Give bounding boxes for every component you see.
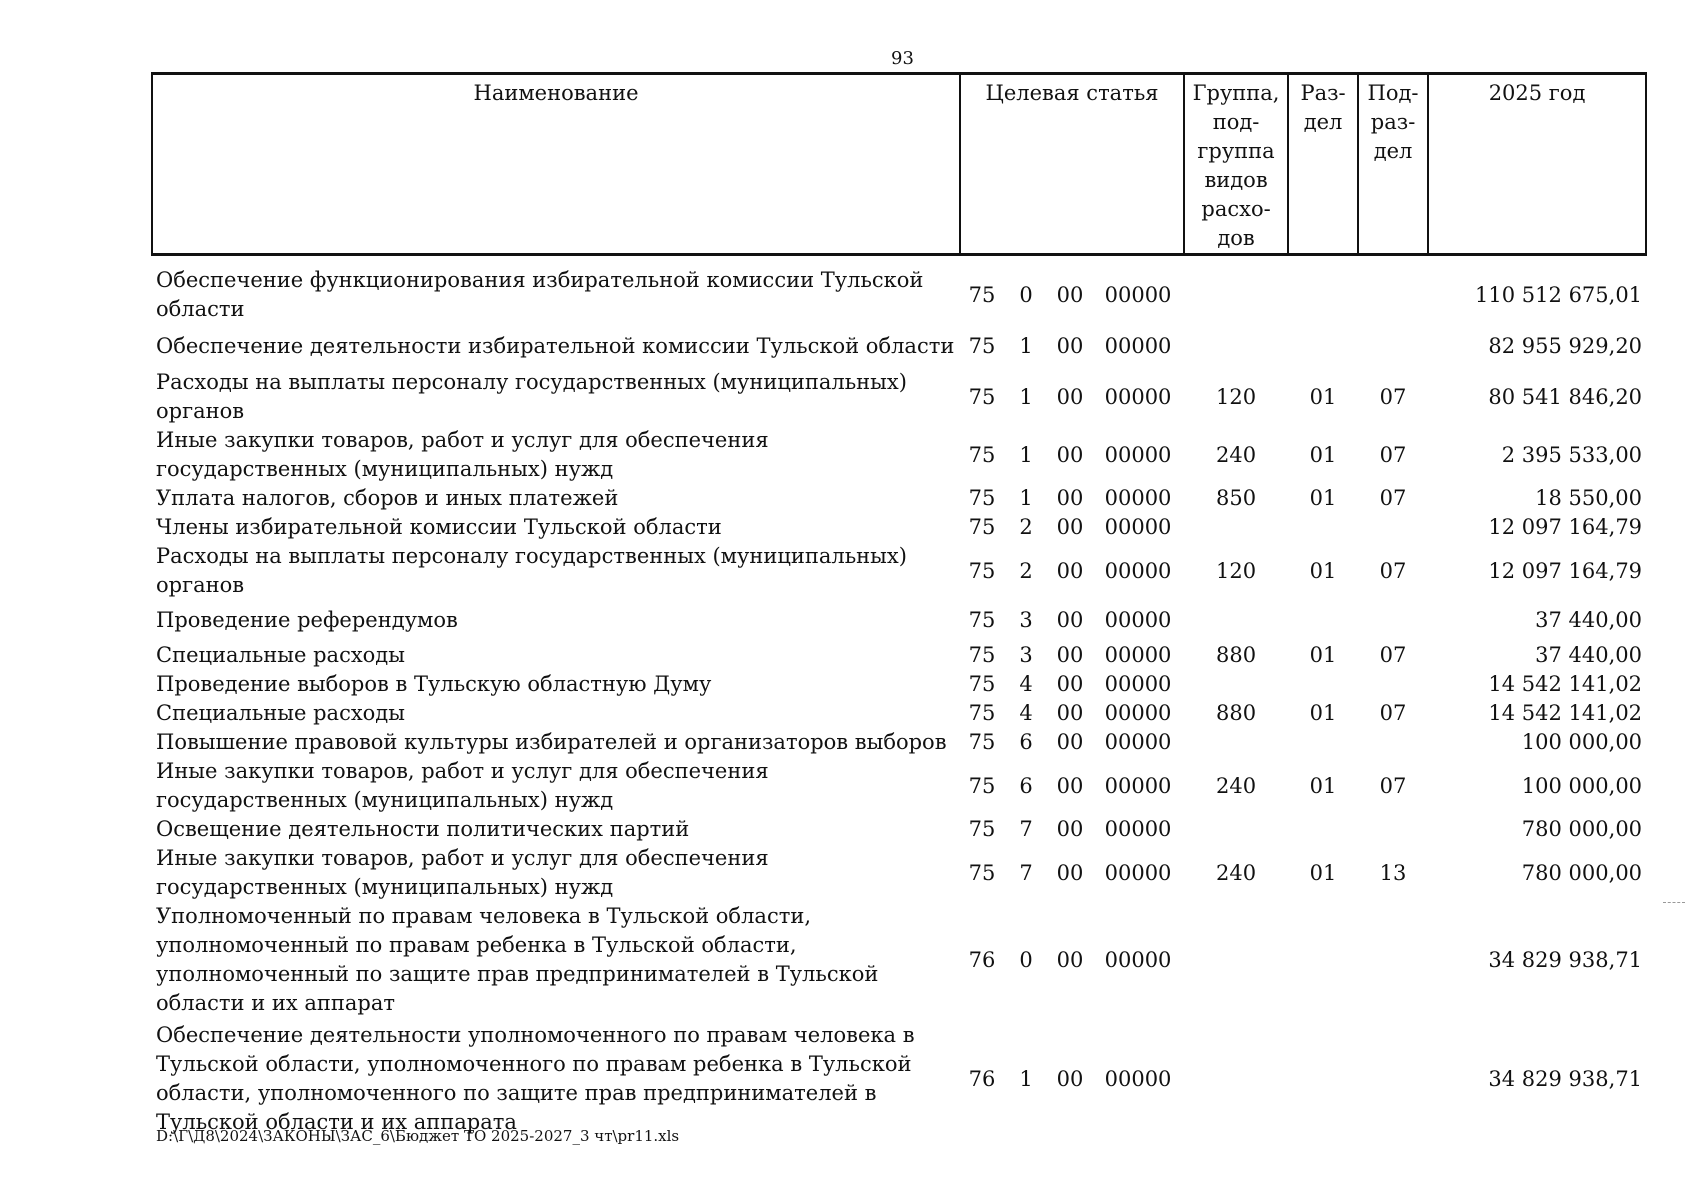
code-direction: 00 bbox=[1056, 515, 1084, 539]
code-direction: 00 bbox=[1056, 384, 1084, 409]
code-program: 75 bbox=[968, 701, 996, 725]
code-number: 00000 bbox=[1104, 947, 1172, 972]
code-group bbox=[1184, 815, 1288, 844]
row-name: Иные закупки товаров, работ и услуг для обеспечения государственных (муниципальных) нужд bbox=[156, 759, 769, 812]
code-number: 00000 bbox=[1104, 1066, 1172, 1091]
row-name: Освещение деятельности политических партий bbox=[156, 817, 690, 841]
header-target-article: Целевая статья bbox=[960, 74, 1184, 255]
code-subprogram: 1 bbox=[1019, 442, 1033, 467]
row-name: Проведение выборов в Тульскую областную Думу bbox=[156, 672, 712, 696]
code-direction: 00 bbox=[1056, 558, 1084, 583]
row-name: Уполномоченный по правам человека в Тульской области, уполномоченный по правам ребенка в Тульской области, уполномоченный по защите прав предпринимателей в Тульской области и их аппарат bbox=[156, 904, 879, 1015]
code-section bbox=[1288, 513, 1358, 542]
code-direction: 00 bbox=[1056, 442, 1084, 467]
code-group bbox=[1184, 670, 1288, 699]
code-subsection: 07 bbox=[1379, 773, 1407, 798]
row-amount: 12 097 164,79 bbox=[1488, 515, 1643, 539]
row-name: Расходы на выплаты персоналу государственных (муниципальных) органов bbox=[156, 370, 907, 423]
code-subsection bbox=[1358, 815, 1428, 844]
code-subsection bbox=[1358, 600, 1428, 641]
code-group: 850 bbox=[1216, 486, 1257, 510]
code-subprogram: 3 bbox=[1019, 608, 1033, 632]
code-subprogram: 6 bbox=[1019, 730, 1033, 754]
table-row bbox=[152, 426, 1646, 484]
row-amount: 34 829 938,71 bbox=[1488, 947, 1643, 972]
code-subsection bbox=[1358, 670, 1428, 699]
row-name: Специальные расходы bbox=[156, 643, 405, 667]
code-section bbox=[1288, 728, 1358, 757]
code-direction: 00 bbox=[1056, 608, 1084, 632]
file-path-footer: D:\Г\Д8\2024\ЗАКОНЫ\ЗАС_6\Бюджет ТО 2025-2027_3 чт\pr11.xls bbox=[156, 1127, 680, 1145]
code-subprogram: 0 bbox=[1019, 947, 1033, 972]
code-subprogram: 7 bbox=[1019, 817, 1033, 841]
row-name: Иные закупки товаров, работ и услуг для обеспечения государственных (муниципальных) нужд bbox=[156, 428, 769, 481]
code-program: 75 bbox=[968, 643, 996, 667]
code-section bbox=[1288, 324, 1358, 368]
code-subprogram: 3 bbox=[1019, 643, 1033, 667]
table-row bbox=[152, 728, 1646, 757]
table-row bbox=[152, 513, 1646, 542]
code-group: 240 bbox=[1216, 860, 1257, 885]
table-row bbox=[152, 266, 1646, 324]
code-subsection: 07 bbox=[1379, 701, 1407, 725]
code-subsection bbox=[1358, 513, 1428, 542]
code-section: 01 bbox=[1309, 860, 1337, 885]
code-group bbox=[1184, 266, 1288, 324]
code-section: 01 bbox=[1309, 701, 1337, 725]
row-amount: 34 829 938,71 bbox=[1488, 1066, 1643, 1091]
header-group: Группа, под- группа видов расхо- дов bbox=[1184, 74, 1288, 255]
page-number: 93 bbox=[891, 48, 914, 69]
row-name: Обеспечение деятельности уполномоченного по правам человека в Тульской области, уполномоченного по правам ребенка в Тульской области, уполномоченного по защите прав предпринимателей в Тульской области и их аппарата bbox=[156, 1023, 915, 1134]
code-number: 00000 bbox=[1104, 442, 1172, 467]
code-direction: 00 bbox=[1056, 817, 1084, 841]
code-program: 75 bbox=[968, 558, 996, 583]
row-amount: 780 000,00 bbox=[1521, 817, 1643, 841]
header-section: Раз- дел bbox=[1288, 74, 1358, 255]
code-number: 00000 bbox=[1104, 486, 1172, 510]
code-section: 01 bbox=[1309, 558, 1337, 583]
code-program: 75 bbox=[968, 860, 996, 885]
code-program: 75 bbox=[968, 672, 996, 696]
code-group bbox=[1184, 600, 1288, 641]
row-amount: 12 097 164,79 bbox=[1488, 558, 1643, 583]
code-subprogram: 4 bbox=[1019, 672, 1033, 696]
row-amount: 37 440,00 bbox=[1535, 643, 1643, 667]
code-direction: 00 bbox=[1056, 1066, 1084, 1091]
table-row bbox=[152, 641, 1646, 670]
code-group: 240 bbox=[1216, 442, 1257, 467]
code-program: 76 bbox=[968, 947, 996, 972]
code-program: 75 bbox=[968, 333, 996, 358]
code-subprogram: 1 bbox=[1019, 384, 1033, 409]
table-header-row bbox=[152, 74, 1646, 255]
code-subprogram: 1 bbox=[1019, 333, 1033, 358]
code-number: 00000 bbox=[1104, 730, 1172, 754]
row-name: Специальные расходы bbox=[156, 701, 405, 725]
code-subsection bbox=[1358, 728, 1428, 757]
table-row bbox=[152, 600, 1646, 641]
code-direction: 00 bbox=[1056, 730, 1084, 754]
table-row bbox=[152, 757, 1646, 815]
code-number: 00000 bbox=[1104, 333, 1172, 358]
code-direction: 00 bbox=[1056, 860, 1084, 885]
code-section bbox=[1288, 670, 1358, 699]
code-subsection: 13 bbox=[1379, 860, 1407, 885]
row-amount: 80 541 846,20 bbox=[1488, 384, 1643, 409]
row-name: Повышение правовой культуры избирателей и организаторов выборов bbox=[156, 730, 947, 754]
code-number: 00000 bbox=[1104, 773, 1172, 798]
row-amount: 82 955 929,20 bbox=[1488, 333, 1643, 358]
code-subsection bbox=[1358, 902, 1428, 1018]
row-amount: 18 550,00 bbox=[1535, 486, 1643, 510]
code-program: 75 bbox=[968, 282, 996, 307]
code-section: 01 bbox=[1309, 643, 1337, 667]
row-name: Проведение референдумов bbox=[156, 608, 458, 632]
table-row bbox=[152, 542, 1646, 600]
table-row bbox=[152, 324, 1646, 368]
code-group bbox=[1184, 1018, 1288, 1140]
code-section: 01 bbox=[1309, 486, 1337, 510]
code-group: 120 bbox=[1216, 384, 1257, 409]
code-group: 880 bbox=[1216, 643, 1257, 667]
row-amount: 110 512 675,01 bbox=[1475, 282, 1643, 307]
code-direction: 00 bbox=[1056, 947, 1084, 972]
edge-mark bbox=[1663, 902, 1685, 904]
code-section bbox=[1288, 902, 1358, 1018]
code-direction: 00 bbox=[1056, 773, 1084, 798]
code-program: 75 bbox=[968, 730, 996, 754]
table-row bbox=[152, 1018, 1646, 1140]
row-amount: 780 000,00 bbox=[1521, 860, 1643, 885]
code-section: 01 bbox=[1309, 442, 1337, 467]
code-program: 76 bbox=[968, 1066, 996, 1091]
code-subprogram: 6 bbox=[1019, 773, 1033, 798]
code-subprogram: 1 bbox=[1019, 1066, 1033, 1091]
code-subprogram: 4 bbox=[1019, 701, 1033, 725]
code-subprogram: 0 bbox=[1019, 282, 1033, 307]
code-group: 880 bbox=[1216, 701, 1257, 725]
code-subsection: 07 bbox=[1379, 486, 1407, 510]
code-section bbox=[1288, 815, 1358, 844]
header-year: 2025 год bbox=[1428, 74, 1646, 255]
code-direction: 00 bbox=[1056, 643, 1084, 667]
code-subprogram: 7 bbox=[1019, 860, 1033, 885]
code-number: 00000 bbox=[1104, 558, 1172, 583]
code-direction: 00 bbox=[1056, 486, 1084, 510]
header-name: Наименование bbox=[152, 74, 960, 255]
code-group: 240 bbox=[1216, 773, 1257, 798]
row-name: Уплата налогов, сборов и иных платежей bbox=[156, 486, 619, 510]
code-section bbox=[1288, 266, 1358, 324]
header-subsection: Под- раз- дел bbox=[1358, 74, 1428, 255]
code-program: 75 bbox=[968, 773, 996, 798]
code-group bbox=[1184, 728, 1288, 757]
row-amount: 2 395 533,00 bbox=[1501, 442, 1643, 467]
code-direction: 00 bbox=[1056, 282, 1084, 307]
table-row bbox=[152, 902, 1646, 1018]
code-subprogram: 2 bbox=[1019, 558, 1033, 583]
table-row bbox=[152, 368, 1646, 426]
code-program: 75 bbox=[968, 515, 996, 539]
code-number: 00000 bbox=[1104, 643, 1172, 667]
code-program: 75 bbox=[968, 817, 996, 841]
code-section: 01 bbox=[1309, 773, 1337, 798]
code-subsection: 07 bbox=[1379, 442, 1407, 467]
budget-table bbox=[151, 72, 1647, 1140]
code-subsection: 07 bbox=[1379, 558, 1407, 583]
code-section bbox=[1288, 1018, 1358, 1140]
code-number: 00000 bbox=[1104, 672, 1172, 696]
code-program: 75 bbox=[968, 384, 996, 409]
row-name: Члены избирательной комиссии Тульской области bbox=[156, 515, 722, 539]
code-section bbox=[1288, 600, 1358, 641]
code-program: 75 bbox=[968, 486, 996, 510]
code-direction: 00 bbox=[1056, 701, 1084, 725]
code-number: 00000 bbox=[1104, 515, 1172, 539]
code-section: 01 bbox=[1309, 384, 1337, 409]
code-group bbox=[1184, 324, 1288, 368]
row-amount: 100 000,00 bbox=[1521, 773, 1643, 798]
row-amount: 37 440,00 bbox=[1535, 608, 1643, 632]
code-direction: 00 bbox=[1056, 672, 1084, 696]
code-number: 00000 bbox=[1104, 384, 1172, 409]
code-subprogram: 1 bbox=[1019, 486, 1033, 510]
row-name: Обеспечение деятельности избирательной комиссии Тульской области bbox=[156, 333, 955, 358]
table-body bbox=[152, 255, 1646, 1141]
code-group bbox=[1184, 513, 1288, 542]
table-row bbox=[152, 484, 1646, 513]
table-row bbox=[152, 844, 1646, 902]
table-row bbox=[152, 815, 1646, 844]
row-amount: 14 542 141,02 bbox=[1488, 672, 1643, 696]
code-group bbox=[1184, 902, 1288, 1018]
row-amount: 14 542 141,02 bbox=[1488, 701, 1643, 725]
table-row bbox=[152, 699, 1646, 728]
code-subprogram: 2 bbox=[1019, 515, 1033, 539]
code-number: 00000 bbox=[1104, 860, 1172, 885]
code-subsection: 07 bbox=[1379, 643, 1407, 667]
code-subsection bbox=[1358, 1018, 1428, 1140]
code-subsection: 07 bbox=[1379, 384, 1407, 409]
code-number: 00000 bbox=[1104, 608, 1172, 632]
code-subsection bbox=[1358, 324, 1428, 368]
code-number: 00000 bbox=[1104, 282, 1172, 307]
row-amount: 100 000,00 bbox=[1521, 730, 1643, 754]
code-number: 00000 bbox=[1104, 701, 1172, 725]
row-name: Обеспечение функционирования избирательной комиссии Тульской области bbox=[156, 268, 924, 321]
table-row bbox=[152, 670, 1646, 699]
code-number: 00000 bbox=[1104, 817, 1172, 841]
row-name: Иные закупки товаров, работ и услуг для обеспечения государственных (муниципальных) нужд bbox=[156, 846, 769, 899]
code-group: 120 bbox=[1216, 558, 1257, 583]
code-subsection bbox=[1358, 266, 1428, 324]
code-direction: 00 bbox=[1056, 333, 1084, 358]
code-program: 75 bbox=[968, 608, 996, 632]
code-program: 75 bbox=[968, 442, 996, 467]
row-name: Расходы на выплаты персоналу государственных (муниципальных) органов bbox=[156, 544, 907, 597]
